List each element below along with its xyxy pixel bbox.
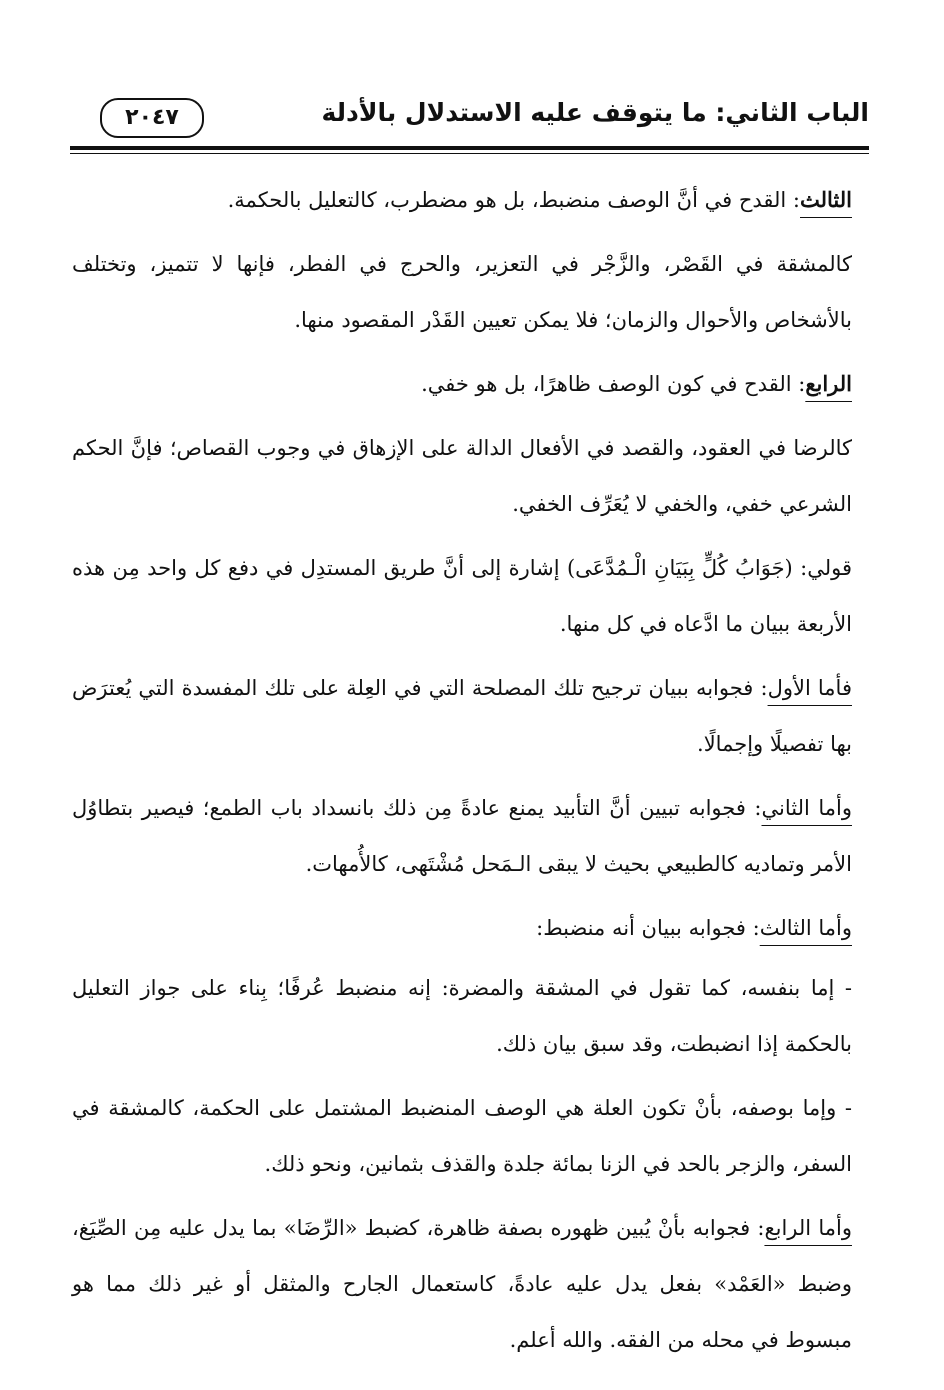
paragraph-text: - وإما بوصفه، بأنْ تكون العلة هي الوصف المنضبط المشتمل على الحكمة، كالمشقة في السفر، والزجر بالحد في الزنا بمائة جلدة والقذف بثمانين، ونحو ذلك. bbox=[72, 1096, 852, 1176]
running-title: الباب الثاني: ما يتوقف عليه الاستدلال بالأدلة bbox=[321, 98, 869, 127]
paragraph-text: كالرضا في العقود، والقصد في الأفعال الدالة على الإزهاق في وجوب القصاص؛ فإنَّ الحكم الشرعي خفي، والخفي لا يُعَرِّف الخفي. bbox=[72, 436, 852, 516]
page-number: ٢٠٤٧ bbox=[100, 98, 204, 138]
header-rule-thick bbox=[70, 146, 869, 150]
paragraph-text: - إما بنفسه، كما تقول في المشقة والمضرة: إنه منضبط عُرفًا؛ بِناء على جواز التعليل بالحكمة إذا انضبطت، وقد سبق بيان ذلك. bbox=[72, 976, 852, 1056]
paragraph-text: قولي: (جَوَابُ كُلٍّ بِبَيَانِ الْـمُدَّعَى) إشارة إلى أنَّ طريق المستدِل في دفع كل واحد مِن هذه الأربعة ببيان ما ادَّعاه في كل منها. bbox=[72, 556, 852, 636]
paragraph-text: : القدح في كون الوصف ظاهرًا، بل هو خفي. bbox=[421, 372, 806, 396]
paragraph-third-objection bbox=[72, 172, 852, 228]
paragraph-fourth-answer bbox=[72, 1200, 852, 1368]
paragraph-text: : القدح في أنَّ الوصف منضبط، بل هو مضطرب، كالتعليل بالحكمة. bbox=[227, 188, 800, 212]
page-header bbox=[70, 92, 869, 144]
paragraph-lead: الثالث bbox=[800, 187, 852, 212]
paragraph-text: : فجوابه تبيين أنَّ التأبيد يمنع عادةً مِن ذلك بانسداد باب الطمع؛ فيصير بتطاوُل الأمر وتماديه كالطبيعي بحيث لا يبقى الـمَحل مُشْتَهى، كالأُمهات. bbox=[72, 796, 852, 876]
header-rule-thin bbox=[70, 153, 869, 154]
paragraph-lead: فأما الأول bbox=[767, 676, 852, 700]
paragraph-fourth-example bbox=[72, 420, 852, 532]
page-body bbox=[72, 172, 852, 1376]
paragraph-quote bbox=[72, 540, 852, 652]
paragraph-lead: وأما الثالث bbox=[759, 916, 852, 940]
paragraph-third-answer bbox=[72, 900, 852, 956]
paragraph-lead: وأما الثاني bbox=[761, 796, 852, 820]
paragraph-lead: وأما الرابع bbox=[764, 1216, 852, 1240]
paragraph-third-answer-b bbox=[72, 1080, 852, 1192]
paragraph-lead: الرابع bbox=[805, 371, 852, 396]
paragraph-second-answer bbox=[72, 780, 852, 892]
paragraph-fourth-objection bbox=[72, 356, 852, 412]
paragraph-text: : فجوابه بأنْ يُبين ظهوره بصفة ظاهرة، كضبط «الرِّضَا» بما يدل عليه مِن الصِّيَغ، وضبط «العَمْد» بفعل يدل عليه عادةً، كاستعمال الجارح والمثقل أو غير ذلك مما هو مبسوط في محله من الفقه. والله أعلم. bbox=[72, 1216, 852, 1352]
paragraph-first-answer bbox=[72, 660, 852, 772]
paragraph-text: كالمشقة في القَصْر، والزَّجْر في التعزير، والحرج في الفطر، فإنها لا تتميز، وتختلف بالأشخاص والأحوال والزمان؛ فلا يمكن تعيين القَدْر المقصود منها. bbox=[72, 252, 852, 332]
paragraph-third-example bbox=[72, 236, 852, 348]
paragraph-third-answer-a bbox=[72, 960, 852, 1072]
paragraph-text: : فجوابه ببيان ترجيح تلك المصلحة التي في العِلة على تلك المفسدة التي يُعترَض بها تفصيلًا وإجمالًا. bbox=[72, 676, 852, 756]
paragraph-text: : فجوابه ببيان أنه منضبط: bbox=[536, 916, 760, 940]
